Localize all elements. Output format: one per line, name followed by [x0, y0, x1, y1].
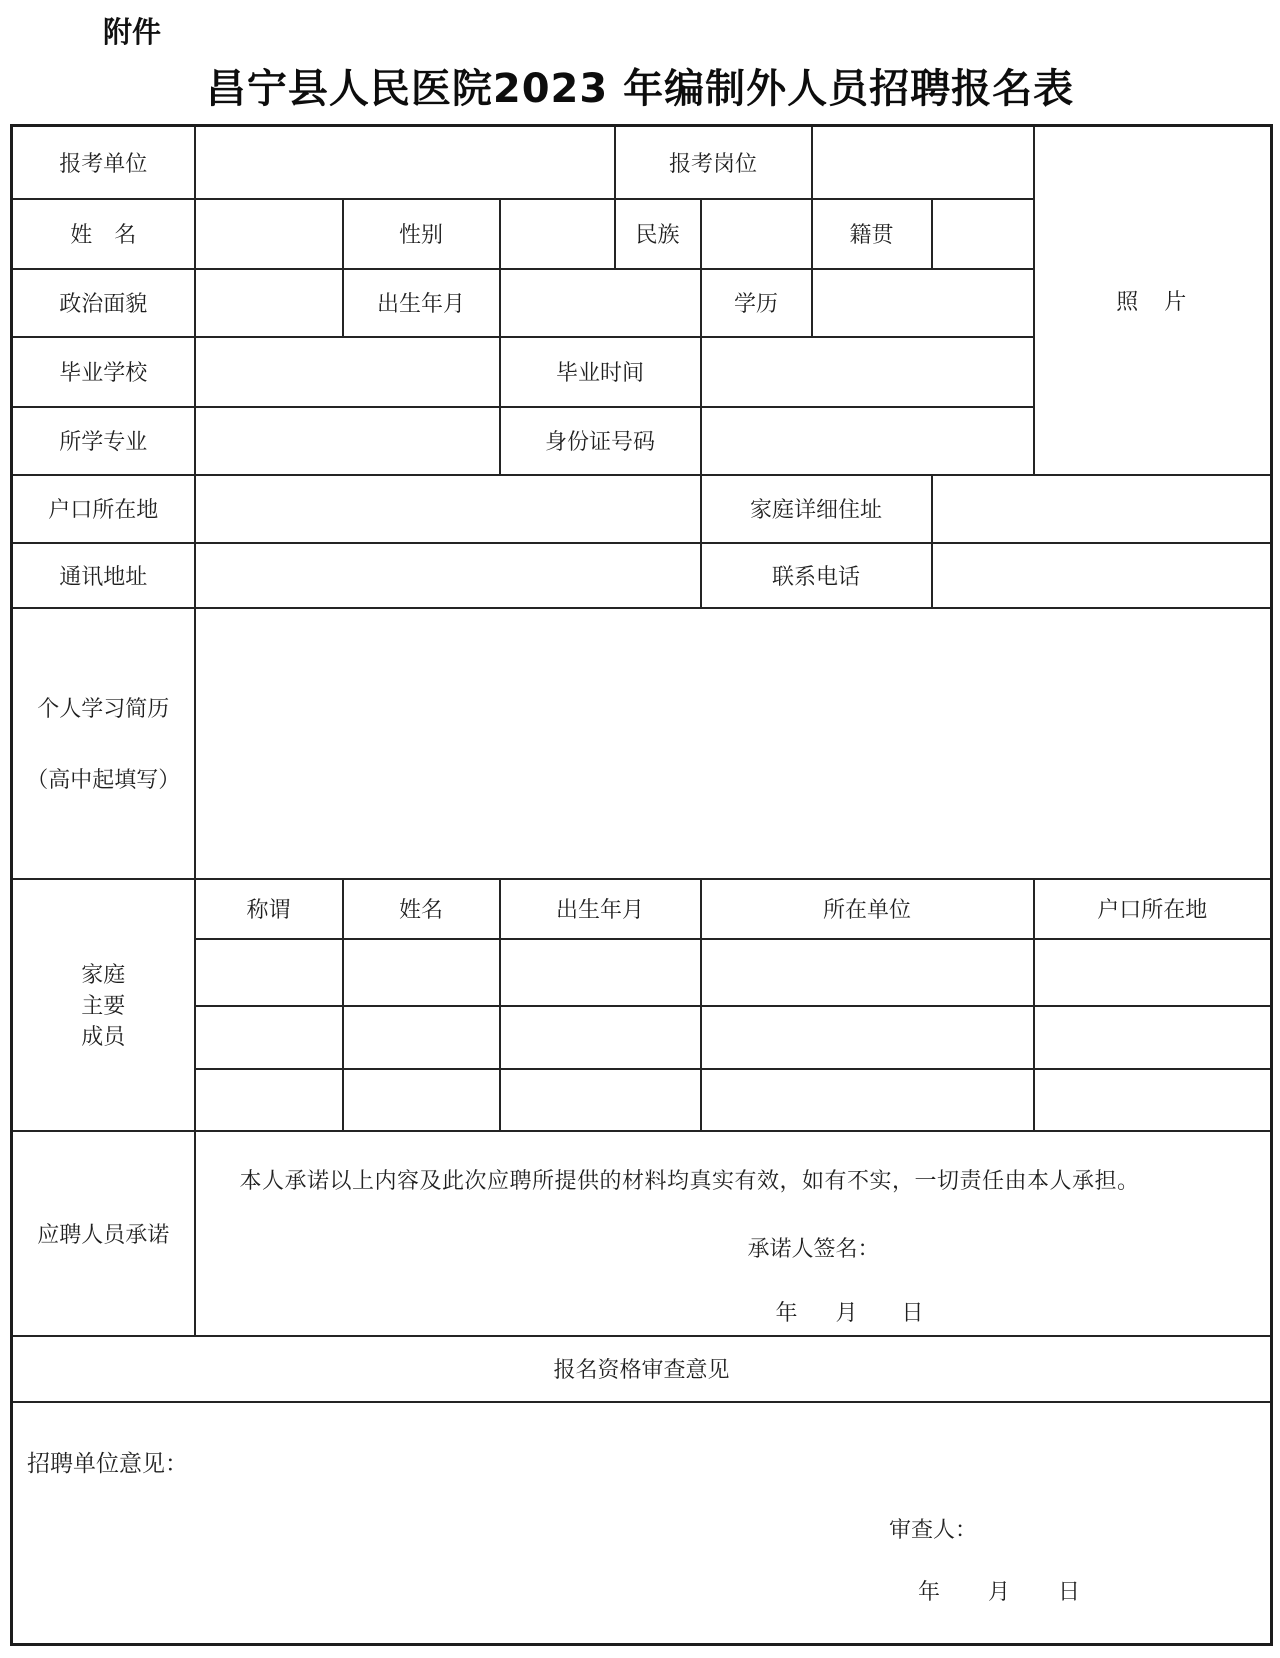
apply-unit-label: 报考单位 — [12, 126, 195, 199]
resume-content-cell — [195, 608, 1272, 879]
birth-date-label: 出生年月 — [343, 269, 500, 337]
row-unit-opinion — [12, 1402, 1272, 1645]
family-address-label: 家庭详细住址 — [701, 475, 932, 543]
application-form-table — [10, 124, 1273, 1646]
family-birthdate-cell — [500, 1069, 701, 1131]
attachment-label: 附件 — [103, 15, 162, 49]
mailing-address-label: 通讯地址 — [12, 543, 195, 608]
commitment-label: 应聘人员承诺 — [12, 1131, 195, 1336]
name-label: 姓 名 — [12, 199, 195, 269]
family-address-value-cell — [932, 475, 1272, 543]
resume-label-line2: （高中起填写） — [26, 767, 181, 792]
commitment-month-label: 月 — [835, 1299, 858, 1325]
qualification-review-label: 报名资格审查意见 — [12, 1336, 1272, 1402]
family-name-cell — [343, 939, 500, 1006]
family-member-row — [12, 1006, 1272, 1069]
major-label: 所学专业 — [12, 407, 195, 475]
mailing-address-value-cell — [195, 543, 701, 608]
row-family-header — [12, 879, 1272, 939]
photo-box: 照 片 — [1034, 126, 1272, 475]
family-label-line1: 家庭 — [81, 962, 126, 987]
commitment-signature-label: 承诺人签名： — [747, 1235, 880, 1261]
education-label: 学历 — [701, 269, 812, 337]
family-header-relation: 称谓 — [195, 879, 343, 939]
commitment-date-line — [776, 1296, 924, 1327]
gender-value-cell — [500, 199, 615, 269]
family-household-cell — [1034, 1006, 1272, 1069]
unit-opinion-label: 招聘单位意见： — [27, 1450, 188, 1476]
resume-label — [12, 608, 195, 879]
family-birthdate-cell — [500, 1006, 701, 1069]
family-name-cell — [343, 1006, 500, 1069]
unit-opinion-date-line — [918, 1575, 1080, 1606]
family-household-cell — [1034, 939, 1272, 1006]
native-place-value-cell — [932, 199, 1034, 269]
family-name-cell — [343, 1069, 500, 1131]
political-status-label: 政治面貌 — [12, 269, 195, 337]
name-value-cell — [195, 199, 343, 269]
graduate-school-value-cell — [195, 337, 500, 407]
unit-opinion-cell — [12, 1402, 1272, 1645]
family-member-row — [12, 939, 1272, 1006]
family-header-birthdate: 出生年月 — [500, 879, 701, 939]
resume-label-line1: 个人学习简历 — [37, 696, 170, 721]
row-commitment — [12, 1131, 1272, 1336]
id-number-label: 身份证号码 — [500, 407, 701, 475]
political-status-value-cell — [195, 269, 343, 337]
page-title: 昌宁县人民医院2023 年编制外人员招聘报名表 — [205, 66, 1075, 112]
birth-date-value-cell — [500, 269, 701, 337]
graduate-school-label: 毕业学校 — [12, 337, 195, 407]
ethnicity-label: 民族 — [615, 199, 701, 269]
row-apply-unit — [12, 126, 1272, 199]
row-qualification-review — [12, 1336, 1272, 1402]
family-workunit-cell — [701, 1069, 1034, 1131]
family-header-household: 户口所在地 — [1034, 879, 1272, 939]
family-header-workunit: 所在单位 — [701, 879, 1034, 939]
family-household-cell — [1034, 1069, 1272, 1131]
native-place-label: 籍贯 — [812, 199, 932, 269]
unit-year-label: 年 — [918, 1578, 941, 1604]
family-label-line3: 成员 — [81, 1024, 126, 1049]
reviewer-label: 审查人： — [889, 1516, 978, 1542]
apply-position-label: 报考岗位 — [615, 126, 812, 199]
gender-label: 性别 — [343, 199, 500, 269]
family-relation-cell — [195, 1006, 343, 1069]
row-mailing — [12, 543, 1272, 608]
major-value-cell — [195, 407, 500, 475]
family-workunit-cell — [701, 939, 1034, 1006]
commitment-content-cell — [195, 1131, 1272, 1336]
phone-label: 联系电话 — [701, 543, 932, 608]
apply-unit-value-cell — [195, 126, 615, 199]
family-members-label — [12, 879, 195, 1131]
row-household — [12, 475, 1272, 543]
commitment-day-label: 日 — [901, 1299, 924, 1325]
ethnicity-value-cell — [701, 199, 812, 269]
family-header-name: 姓名 — [343, 879, 500, 939]
graduate-time-label: 毕业时间 — [500, 337, 701, 407]
household-location-value-cell — [195, 475, 701, 543]
household-location-label: 户口所在地 — [12, 475, 195, 543]
family-workunit-cell — [701, 1006, 1034, 1069]
phone-value-cell — [932, 543, 1272, 608]
education-value-cell — [812, 269, 1034, 337]
graduate-time-value-cell — [701, 337, 1034, 407]
family-relation-cell — [195, 1069, 343, 1131]
commitment-statement: 本人承诺以上内容及此次应聘所提供的材料均真实有效，如有不实，一切责任由本人承担。 — [239, 1167, 1140, 1193]
row-resume — [12, 608, 1272, 879]
family-member-row — [12, 1069, 1272, 1131]
id-number-value-cell — [701, 407, 1034, 475]
apply-position-value-cell — [812, 126, 1034, 199]
unit-day-label: 日 — [1058, 1578, 1081, 1604]
family-relation-cell — [195, 939, 343, 1006]
commitment-year-label: 年 — [775, 1299, 798, 1325]
family-birthdate-cell — [500, 939, 701, 1006]
unit-month-label: 月 — [988, 1578, 1011, 1604]
family-label-line2: 主要 — [81, 993, 126, 1018]
